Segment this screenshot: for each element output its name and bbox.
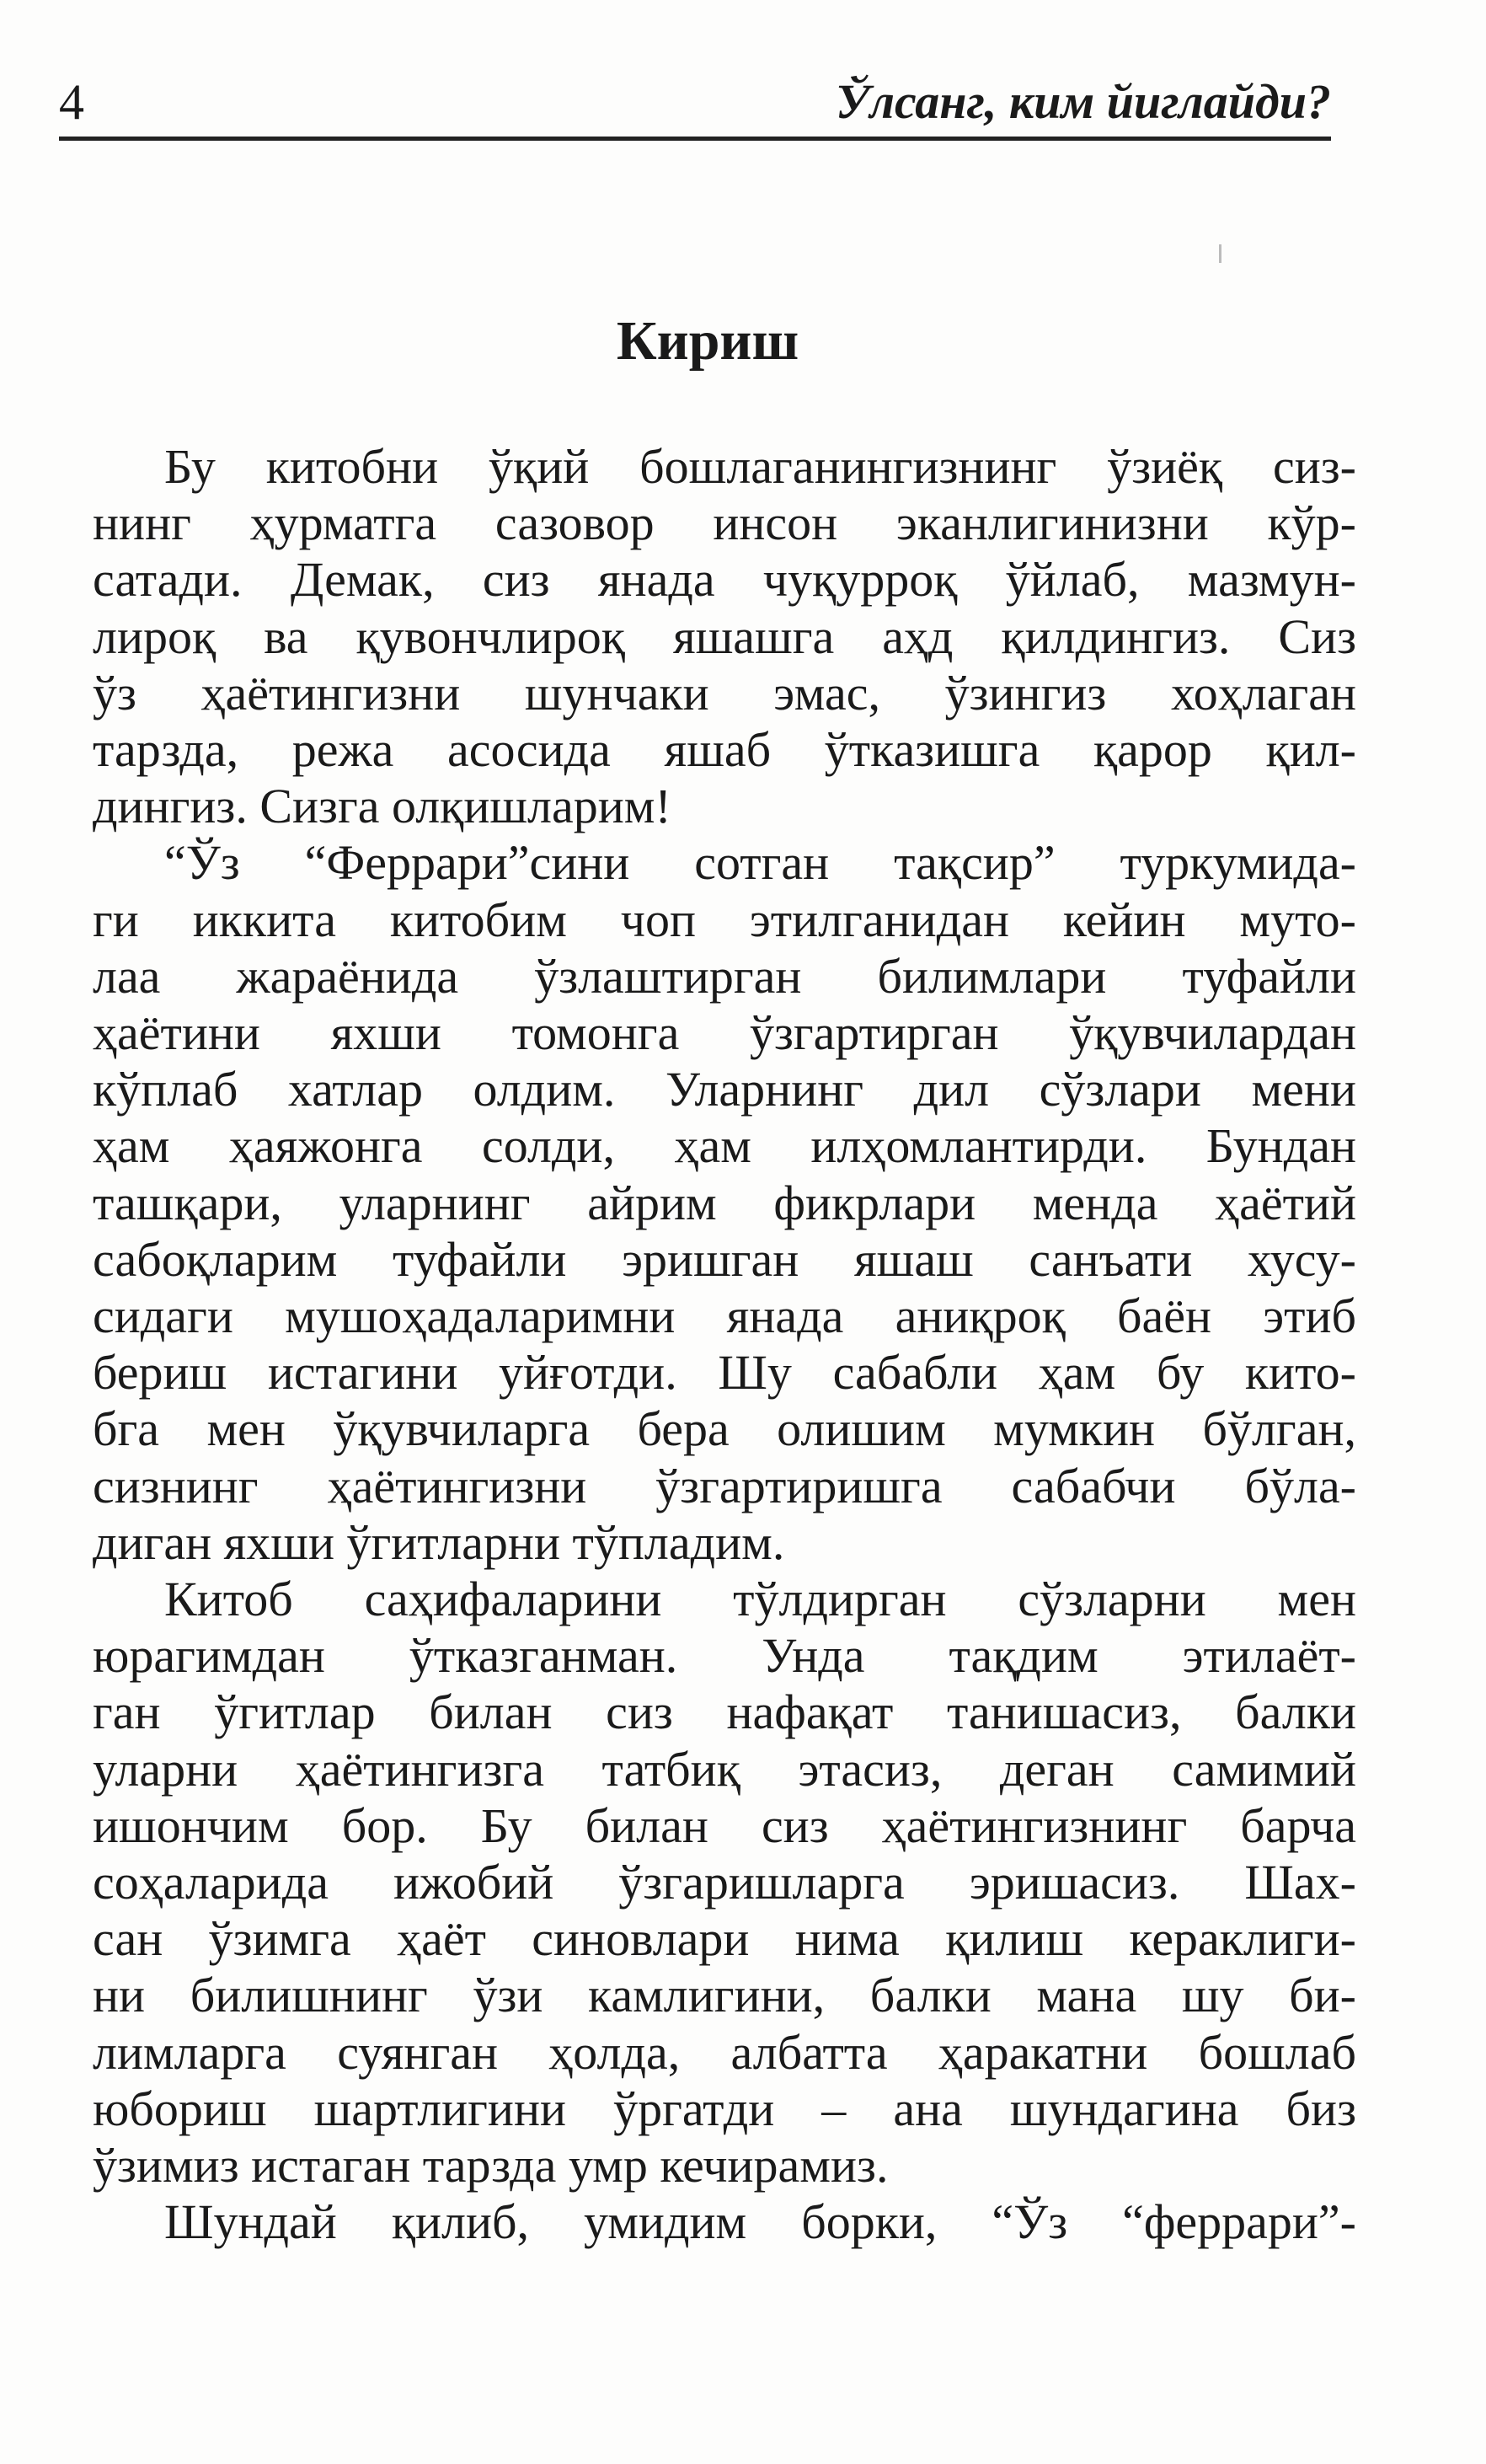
- text-line: ишончим бор. Бу билан сиз ҳаётингизнинг барча: [93, 1797, 1356, 1853]
- text-line: юрагимдан ўтказганман. Унда тақдим этилаёт-: [93, 1628, 1356, 1684]
- text-line: диган яхши ўгитларни тўпладим.: [93, 1514, 785, 1570]
- text-line: ҳам ҳаяжонга солди, ҳам илҳомлантирди. Бундан: [93, 1118, 1356, 1174]
- text-line: лимларга суянган ҳолда, албатта ҳаракатни бошлаб: [93, 2024, 1356, 2080]
- text-line: ўз ҳаётингизни шунчаки эмас, ўзингиз хоҳлаган: [93, 665, 1356, 720]
- text-line: бериш истагини уйғотди. Шу сабабли ҳам бу кито-: [93, 1345, 1356, 1401]
- text-line: ган ўгитлар билан сиз нафақат танишасиз, балки: [93, 1685, 1356, 1740]
- text-line: лироқ ва қувончлироқ яшашга аҳд қилдингиз. Сиз: [93, 608, 1356, 664]
- text-line: “Ўз “Феррари”сини сотган тақсир” туркумида-: [164, 835, 1356, 891]
- text-line: юбориш шартлигини ўргатди – ана шундагина биз: [93, 2081, 1356, 2136]
- text-line: ни билишнинг ўзи камлигини, балки мана шу би-: [93, 1968, 1356, 2023]
- running-title: Ўлсанг, ким йиглайди?: [835, 74, 1331, 129]
- running-header: [59, 69, 1331, 141]
- text-line: сидаги мушоҳадаларимни янада аниқроқ баён этиб: [93, 1288, 1356, 1344]
- text-line: сан ўзимга ҳаёт синовлари нима қилиш кераклиги-: [93, 1911, 1356, 1967]
- text-line: Шундай қилиб, умидим борки, “Ўз “феррари”-: [164, 2194, 1356, 2250]
- body-text: [93, 438, 1356, 2251]
- text-line: сабоқларим туфайли эришган яшаш санъати хусу-: [93, 1231, 1356, 1287]
- text-line: ҳаётини яхши томонга ўзгартирган ўқувчилардан: [93, 1005, 1356, 1061]
- text-line: сатади. Демак, сиз янада чуқурроқ ўйлаб, мазмун-: [93, 552, 1356, 608]
- page-number: 4: [59, 74, 84, 130]
- text-line: соҳаларида ижобий ўзгаришларга эришасиз. Шах-: [93, 1855, 1356, 1910]
- text-line: нинг ҳурматга сазовор инсон эканлигинизни кўр-: [93, 495, 1356, 551]
- text-line: ўзимиз истаган тарзда умр кечирамиз.: [93, 2138, 889, 2193]
- text-line: бга мен ўқувчиларга бера олишим мумкин бўлган,: [93, 1401, 1356, 1457]
- text-line: сизнинг ҳаётингизни ўзгартиришга сабабчи бўла-: [93, 1458, 1356, 1513]
- text-line: ташқари, уларнинг айрим фикрлари менда ҳаётий: [93, 1175, 1356, 1230]
- text-line: дингиз. Сизга олқишларим!: [93, 779, 671, 834]
- text-line: Бу китобни ўқий бошлаганингизнинг ўзиёқ сиз-: [164, 439, 1356, 494]
- text-line: кўплаб хатлар олдим. Уларнинг дил сўзлари мени: [93, 1062, 1356, 1117]
- chapter-title: Кириш: [616, 310, 799, 372]
- text-line: тарзда, режа асосида яшаб ўтказишга қарор қил-: [93, 722, 1356, 778]
- text-line: Китоб саҳифаларини тўлдирган сўзларни мен: [164, 1572, 1356, 1627]
- text-line: ги иккита китобим чоп этилганидан кейин муто-: [93, 892, 1356, 947]
- margin-mark: [1219, 244, 1221, 263]
- text-line: уларни ҳаётингизга татбиқ этасиз, деган самимий: [93, 1741, 1356, 1797]
- text-line: лаа жараёнида ўзлаштирган билимлари туфайли: [93, 948, 1356, 1004]
